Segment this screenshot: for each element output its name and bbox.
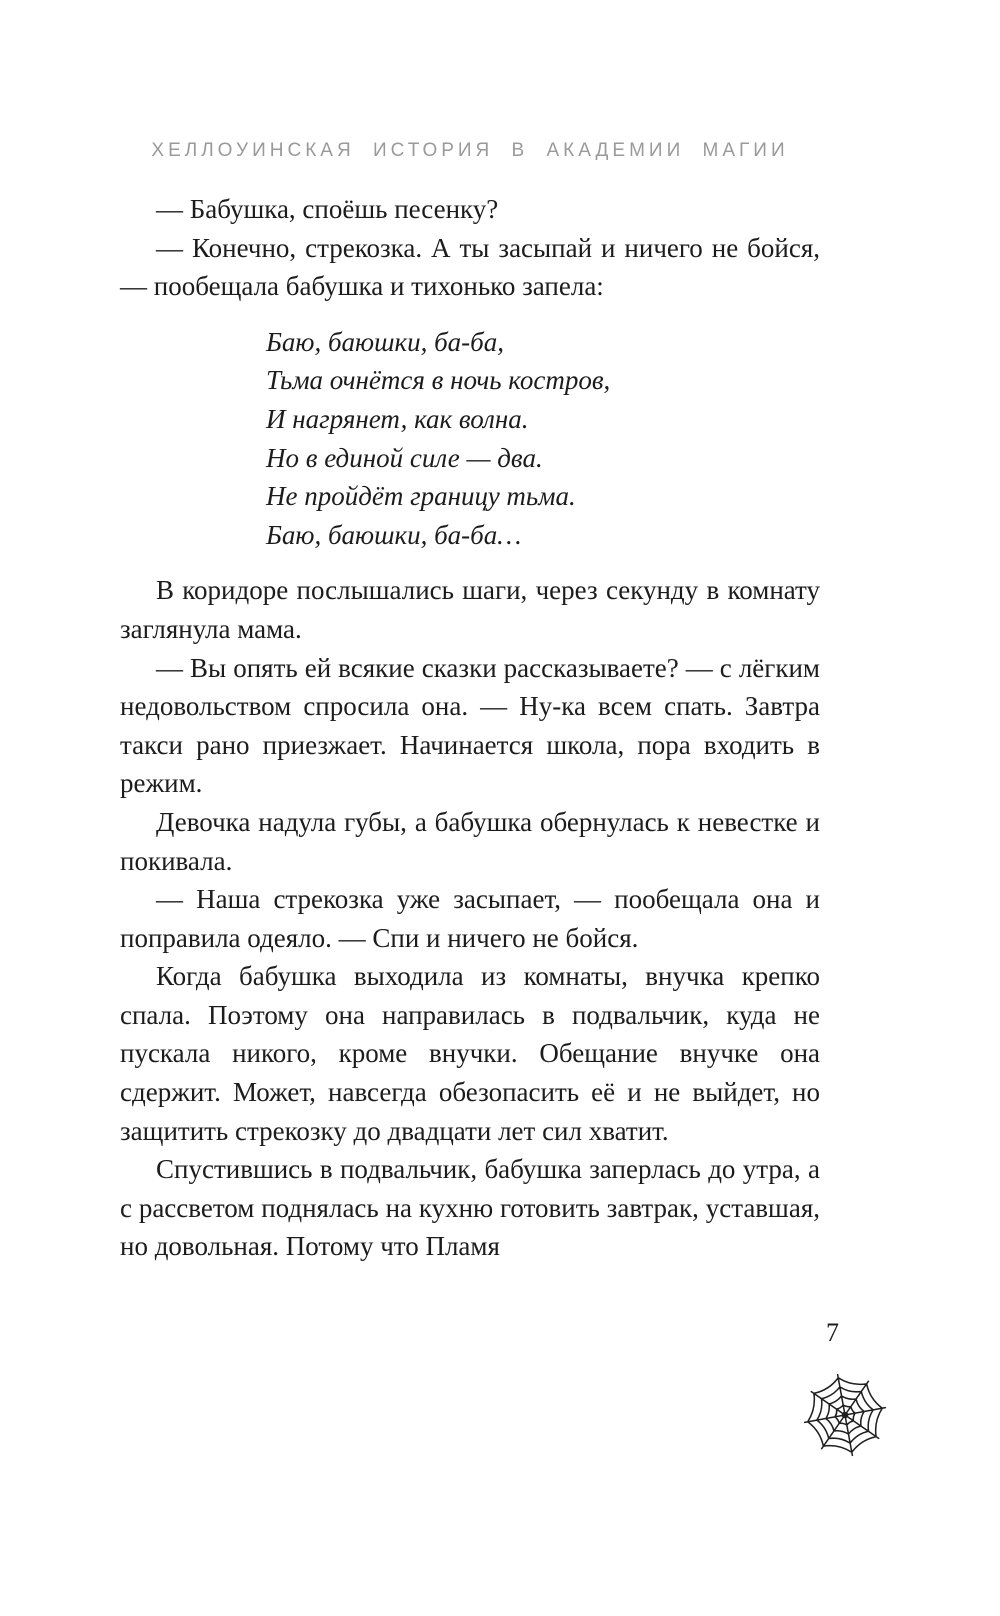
lullaby-poem [266, 323, 820, 555]
page-number: 7 [826, 1318, 839, 1347]
poem-line: Баю, баюшки, ба-ба… [266, 519, 522, 550]
paragraph: — Наша стрекозка уже засыпает, — пообещала она и поправила одеяло. — Спи и ничего не бойся. [120, 884, 820, 953]
paragraph: — Бабушка, споёшь песенку? [156, 194, 499, 224]
page-body [120, 190, 820, 1266]
poem-line: Баю, баюшки, ба-ба, [266, 326, 504, 357]
poem-line: Не пройдёт границу тьма. [266, 481, 576, 512]
paragraph: — Конечно, стрекозка. А ты засыпай и ничего не бойся, — пообещала бабушка и тихонько запела: [120, 232, 820, 302]
paragraph: Спустившись в подвальчик, бабушка заперлась до утра, а с рассветом поднялась на кухню готовить завтрак, уставшая, но довольная. Потому что Пламя [120, 1154, 820, 1262]
poem-line: И нагрянет, как волна. [266, 403, 529, 434]
poem-line: Тьма очнётся в ночь костров, [266, 365, 611, 396]
paragraph: Девочка надула губы, а бабушка обернулась к невестке и покивала. [120, 806, 820, 876]
paragraph: — Вы опять ей всякие сказки рассказываете? — с лёгким недовольством спросила она. — Ну-ка всем спать. Завтра такси рано приезжает. Начинается школа, пора входить в режим. [120, 652, 820, 799]
paragraph: В коридоре послышались шаги, через секунду в комнату заглянула мама. [120, 575, 820, 644]
spider-web-icon [802, 1372, 888, 1458]
poem-line: Но в единой силе — два. [266, 442, 543, 473]
running-header: ХЕЛЛОУИНСКАЯ ИСТОРИЯ В АКАДЕМИИ МАГИИ [151, 140, 789, 161]
paragraph: Когда бабушка выходила из комнаты, внучка крепко спала. Поэтому она направилась в подвальчик, куда не пускала никого, кроме внучки. Обещание внучке она сдержит. Может, навсегда обезопасить её и не выйдет, но защитить стрекозку до двадцати лет сил хватит. [120, 961, 820, 1146]
